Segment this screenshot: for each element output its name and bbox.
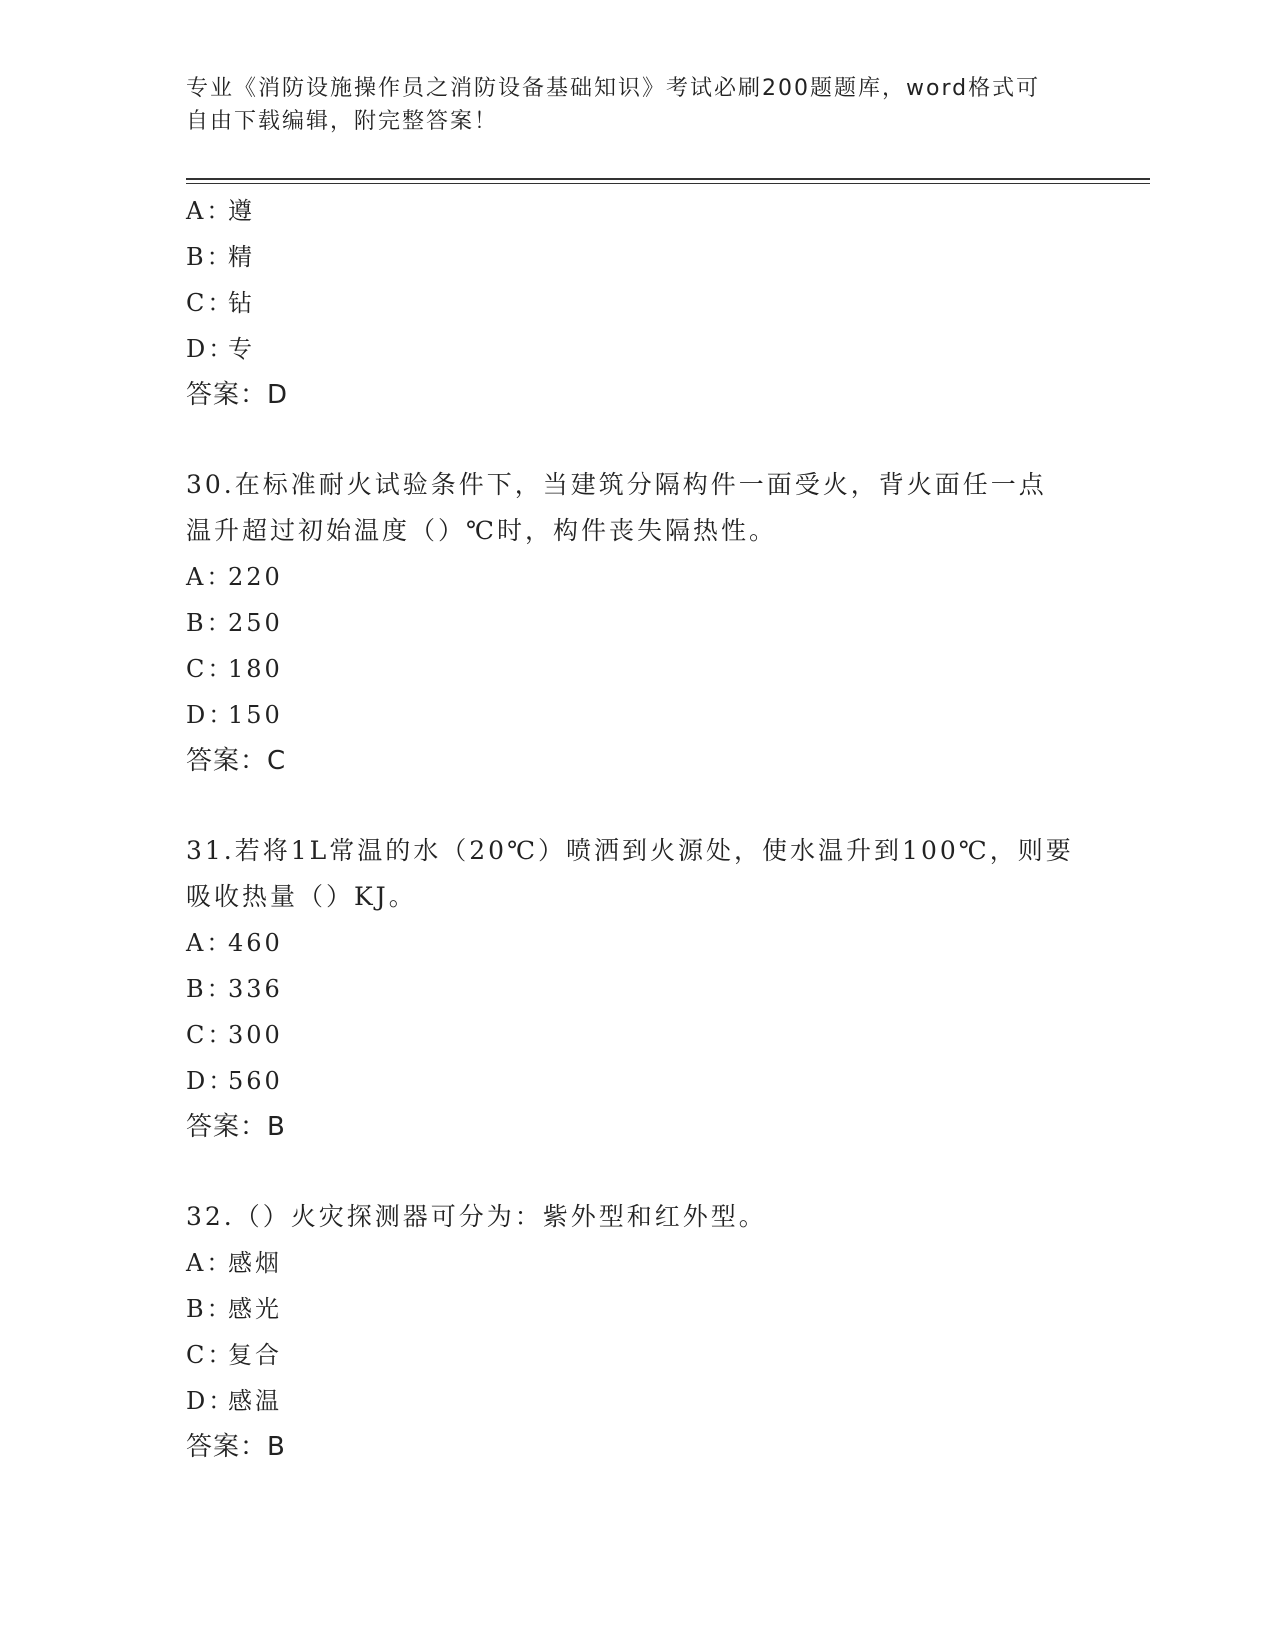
option-c: C：钻 [186,289,255,317]
option-d: D：560 [186,1067,283,1095]
header-divider-thin [186,183,1150,184]
question-text-line-2: 温升超过初始温度（）℃时，构件丧失隔热性。 [186,516,777,545]
question-text-line-1: 32.（）火灾探测器可分为：紫外型和红外型。 [186,1202,767,1231]
question-32 [186,1194,1086,1470]
answer-line: 答案：C [186,746,287,776]
header-title-line-2: 自由下载编辑，附完整答案！ [186,109,499,134]
question-list [186,188,1086,1470]
option-d: D：150 [186,701,283,729]
option-a: A：460 [186,929,283,957]
option-a: A：遵 [186,197,255,225]
header-divider-thick [186,178,1150,180]
question-text-line-1: 31.若将1L常温的水（20℃）喷洒到火源处，使水温升到100℃，则要 [186,836,1074,865]
option-b: B：336 [186,975,283,1003]
option-c: C：180 [186,655,283,683]
question-text-line-1: 30.在标准耐火试验条件下，当建筑分隔构件一面受火，背火面任一点 [186,470,1047,499]
question-text-line-2: 吸收热量（）KJ。 [186,882,417,911]
option-d: D：专 [186,335,255,363]
answer-line: 答案：B [186,1112,286,1142]
answer-line: 答案：D [186,380,289,410]
option-b: B：精 [186,243,255,271]
option-c: C：复合 [186,1341,282,1369]
header-title-line-1: 专业《消防设施操作员之消防设备基础知识》考试必刷200题题库，word格式可 [186,76,1041,101]
question-30 [186,462,1086,784]
question-31 [186,828,1086,1150]
question-29-continuation [186,188,1086,418]
answer-line: 答案：B [186,1432,286,1462]
option-a: A：220 [186,563,283,591]
document-header [186,72,1066,138]
option-b: B：250 [186,609,283,637]
option-a: A：感烟 [186,1249,282,1277]
option-c: C：300 [186,1021,283,1049]
option-d: D：感温 [186,1387,282,1415]
option-b: B：感光 [186,1295,282,1323]
